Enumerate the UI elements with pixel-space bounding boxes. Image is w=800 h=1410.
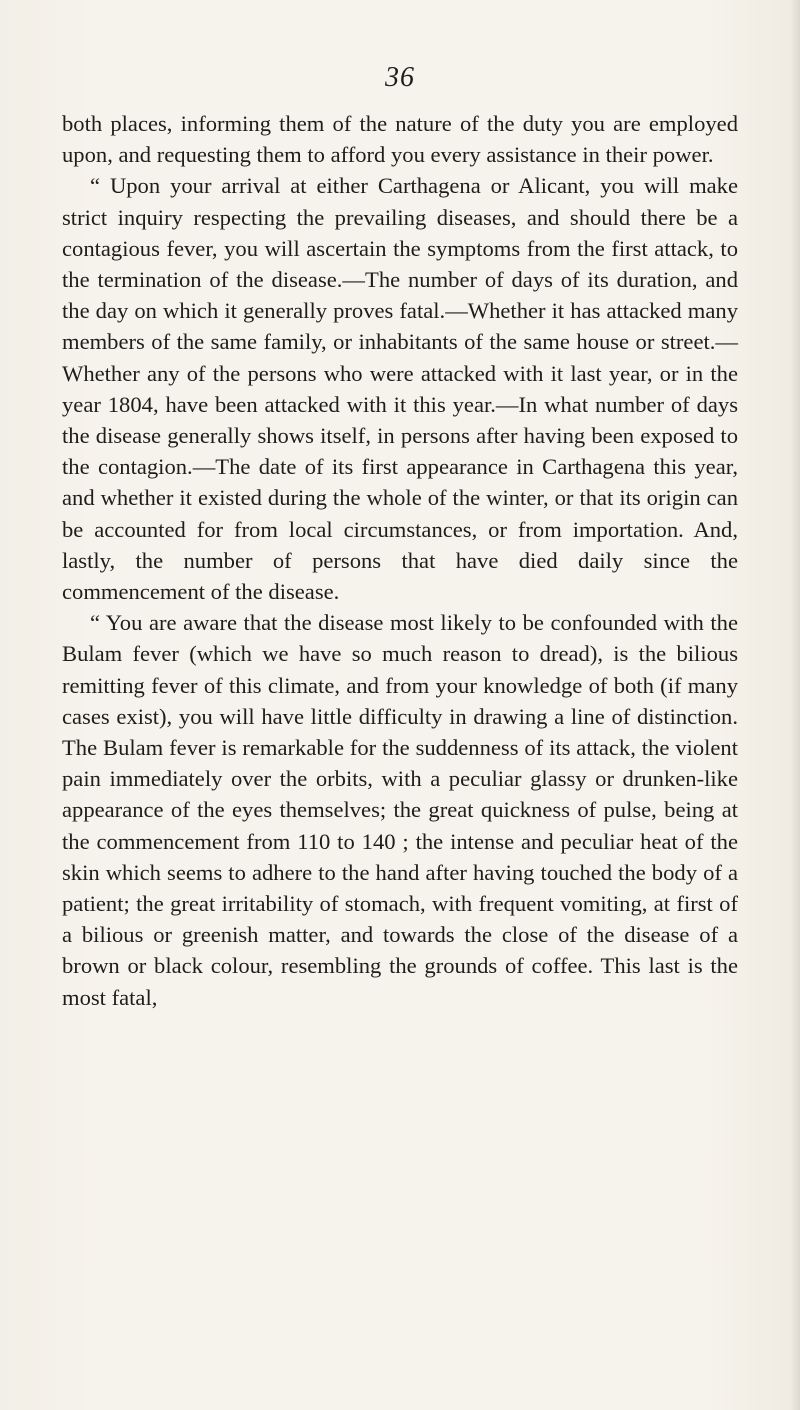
body-text xyxy=(62,108,738,1013)
page-number: 36 xyxy=(385,62,415,93)
paragraph-bulam-fever: “ You are aware that the disease most likely to be confounded with the Bulam fever (which we have so much reason to dread), is the bilious remitting fever of this climate, and from your knowledge of both (if many cases exist), you will have little difficulty in drawing a line of distinction. The Bulam fever is remarkable for the suddenness of its attack, the violent pain immediately over the orbits, with a peculiar glassy or drunken-like appearance of the eyes themselves; the great quickness of pulse, being at the commencement from 110 to 140 ; the intense and peculiar heat of the skin which seems to adhere to the hand after having touched the body of a patient; the great irritability of stomach, with frequent vomiting, at first of a bilious or greenish matter, and towards the close of the disease of a brown or black colour, resembling the grounds of coffee. This last is the most fatal, xyxy=(62,610,738,1010)
paragraph-continuation: both places, informing them of the nature of the duty you are employed upon, and requesting them to afford you every assistance in their power. xyxy=(62,111,738,168)
page-edge-shadow xyxy=(790,0,800,1410)
paragraph-carthagena-instructions: “ Upon your arrival at either Carthagena or Alicant, you will make strict inquiry respecting the prevailing diseases, and should there be a contagious fever, you will ascertain the symptoms from the first attack, to the termination of the disease.—The number of days of its duration, and the day on which it generally proves fatal.—Whether it has attacked many members of the same family, or inhabitants of the same house or street.—Whether any of the persons who were attacked with it last year, or in the year 1804, have been attacked with it this year.—In what number of days the disease generally shows itself, in persons after having been exposed to the contagion.—The date of its first appearance in Carthagena this year, and whether it existed during the whole of the winter, or that its origin can be accounted for from local circumstances, or from importation. And, lastly, the number of persons that have died daily since the commencement of the disease. xyxy=(62,173,738,605)
